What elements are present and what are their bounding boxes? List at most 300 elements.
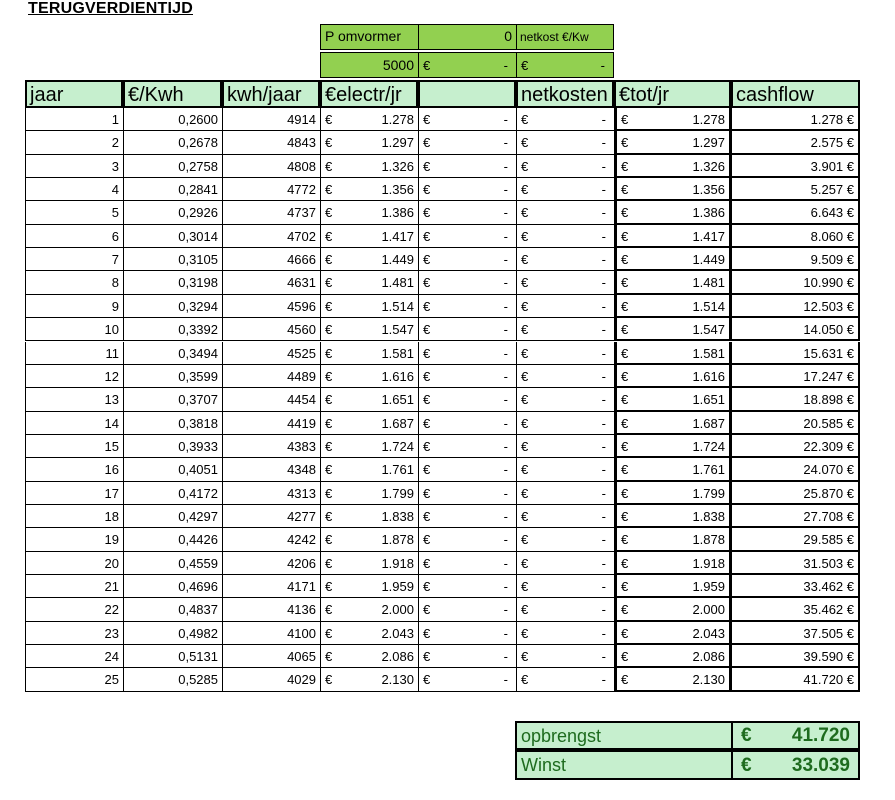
cell-netkosten[interactable] [516, 225, 614, 248]
cell-tot-jr[interactable] [614, 225, 731, 248]
cell-price-kwh-value: 0,4837 [178, 602, 218, 618]
cell-jaar[interactable] [25, 131, 123, 154]
cell-electr-jr[interactable] [320, 528, 418, 551]
cell-cashflow[interactable] [731, 622, 860, 645]
cell-tot-jr[interactable] [614, 248, 731, 271]
cell-electr-jr-value: 1.799 [381, 485, 414, 501]
cell-cashflow[interactable] [731, 248, 860, 271]
cell-cashflow[interactable] [731, 318, 860, 341]
currency-symbol: € [521, 112, 529, 127]
omvormer-cost-cell[interactable]: 5000 [320, 52, 419, 78]
currency-symbol: € [423, 485, 431, 501]
cell-price-kwh[interactable] [123, 505, 222, 528]
cell-tot-jr-value: 2.130 [692, 672, 725, 688]
cell-tot-jr-value: 1.581 [692, 345, 725, 361]
cell-kwh-jaar[interactable] [222, 528, 320, 551]
dash-value: - [503, 182, 508, 198]
cell-tot-jr-value: 1.651 [692, 392, 725, 408]
currency-symbol: € [521, 298, 529, 314]
cell-tot-jr[interactable] [614, 365, 731, 388]
cell-price-kwh[interactable] [123, 412, 222, 435]
cell-kwh-jaar[interactable] [222, 645, 320, 668]
cell-kwh-jaar[interactable] [222, 155, 320, 178]
cell-electr-jr[interactable] [320, 552, 418, 575]
cell-jaar[interactable] [25, 295, 123, 318]
cell-empty[interactable] [418, 528, 516, 551]
cell-electr-jr[interactable] [320, 598, 418, 621]
dash-value: - [503, 602, 508, 618]
cell-price-kwh[interactable] [123, 108, 222, 131]
cell-tot-jr[interactable] [614, 295, 731, 318]
cell-kwh-jaar[interactable] [222, 622, 320, 645]
cell-netkosten[interactable] [516, 435, 614, 458]
cell-jaar[interactable] [25, 645, 123, 668]
dash-value: - [601, 625, 606, 641]
cell-electr-jr[interactable] [320, 295, 418, 318]
cell-kwh-jaar[interactable] [222, 388, 320, 411]
currency-symbol: € [521, 462, 529, 478]
cell-empty[interactable] [418, 482, 516, 505]
cell-tot-jr[interactable] [614, 552, 731, 575]
cell-kwh-jaar[interactable] [222, 482, 320, 505]
cell-cashflow[interactable] [731, 598, 860, 621]
cell-cashflow-value: 29.585 € [803, 532, 854, 548]
cell-cashflow-value: 25.870 € [803, 485, 854, 501]
cell-price-kwh[interactable] [123, 365, 222, 388]
cell-jaar[interactable] [25, 668, 123, 691]
cell-empty[interactable] [418, 645, 516, 668]
cell-cashflow[interactable] [731, 295, 860, 318]
cell-electr-jr-value: 1.481 [381, 275, 414, 291]
cell-price-kwh-value: 0,3818 [178, 415, 218, 431]
cell-netkosten[interactable] [516, 108, 614, 131]
cell-empty[interactable] [418, 155, 516, 178]
cell-netkosten[interactable] [516, 131, 614, 154]
cell-jaar-value: 22 [104, 602, 119, 618]
cell-netkosten[interactable] [516, 645, 614, 668]
cell-empty[interactable] [418, 435, 516, 458]
cell-cashflow[interactable] [731, 155, 860, 178]
cell-tot-jr[interactable] [614, 342, 731, 365]
cell-netkosten[interactable] [516, 318, 614, 341]
cell-electr-jr[interactable] [320, 225, 418, 248]
cell-cashflow[interactable] [731, 645, 860, 668]
cell-kwh-jaar[interactable] [222, 342, 320, 365]
cell-empty[interactable] [418, 575, 516, 598]
cell-kwh-jaar[interactable] [222, 505, 320, 528]
cell-tot-jr[interactable] [614, 482, 731, 505]
cell-electr-jr[interactable] [320, 412, 418, 435]
cell-electr-jr[interactable] [320, 271, 418, 294]
cell-tot-jr[interactable] [614, 271, 731, 294]
header-cashflow: cashflow [731, 80, 860, 108]
cell-price-kwh[interactable] [123, 668, 222, 691]
cell-cashflow-value: 6.643 € [810, 205, 854, 221]
cell-tot-jr[interactable] [614, 388, 731, 411]
cell-netkosten[interactable] [516, 248, 614, 271]
cell-jaar-value: 23 [104, 625, 119, 641]
cell-cashflow[interactable] [731, 458, 860, 481]
dash-value: - [503, 368, 508, 384]
cell-netkosten[interactable] [516, 365, 614, 388]
dash-value: - [503, 345, 508, 361]
cell-price-kwh-value: 0,3494 [178, 345, 218, 361]
cell-jaar[interactable] [25, 342, 123, 365]
dash-value: - [503, 508, 508, 524]
cell-cashflow-value: 14.050 € [803, 322, 854, 338]
cell-price-kwh-value: 0,3707 [178, 392, 218, 408]
currency-symbol: € [423, 252, 431, 268]
cell-cashflow[interactable] [731, 225, 860, 248]
cell-price-kwh[interactable] [123, 295, 222, 318]
cell-tot-jr[interactable] [614, 458, 731, 481]
cell-jaar[interactable] [25, 552, 123, 575]
cell-price-kwh[interactable] [123, 271, 222, 294]
cell-price-kwh-value: 0,3198 [178, 275, 218, 291]
cell-price-kwh[interactable] [123, 435, 222, 458]
currency-symbol: € [325, 205, 333, 221]
cell-empty[interactable] [418, 505, 516, 528]
cell-price-kwh[interactable] [123, 598, 222, 621]
dash-value: - [503, 205, 508, 221]
dash-value: - [503, 462, 508, 478]
cell-cashflow[interactable] [731, 435, 860, 458]
cell-tot-jr[interactable] [614, 178, 731, 201]
cell-netkosten[interactable] [516, 271, 614, 294]
cell-cashflow-value: 39.590 € [803, 649, 854, 665]
cell-empty[interactable] [418, 598, 516, 621]
dash-value: - [601, 345, 606, 361]
p-omvormer-value-cell[interactable]: 0 [418, 24, 517, 50]
cell-jaar[interactable] [25, 575, 123, 598]
cell-jaar[interactable] [25, 248, 123, 271]
cell-jaar[interactable] [25, 598, 123, 621]
cell-electr-jr[interactable] [320, 201, 418, 224]
cell-tot-jr[interactable] [614, 668, 731, 691]
currency-symbol: € [521, 508, 529, 524]
cell-netkosten[interactable] [516, 552, 614, 575]
cell-cashflow[interactable] [731, 412, 860, 435]
dash-value: - [503, 112, 508, 127]
cell-price-kwh[interactable] [123, 131, 222, 154]
cell-jaar-value: 3 [111, 158, 119, 174]
cell-empty[interactable] [418, 668, 516, 691]
cell-jaar[interactable] [25, 505, 123, 528]
cell-jaar[interactable] [25, 528, 123, 551]
cell-price-kwh-value: 0,2758 [178, 158, 218, 174]
cell-cashflow[interactable] [731, 388, 860, 411]
cell-price-kwh[interactable] [123, 645, 222, 668]
cell-kwh-jaar[interactable] [222, 412, 320, 435]
cell-electr-jr[interactable] [320, 575, 418, 598]
cell-jaar[interactable] [25, 388, 123, 411]
cell-electr-jr[interactable] [320, 505, 418, 528]
dash-value: - [503, 322, 508, 338]
dash-value: - [503, 532, 508, 548]
cell-netkosten[interactable] [516, 528, 614, 551]
cell-kwh-jaar[interactable] [222, 458, 320, 481]
cell-kwh-jaar[interactable] [222, 108, 320, 131]
dash-value: - [601, 532, 606, 548]
cell-cashflow[interactable] [731, 528, 860, 551]
cell-kwh-jaar[interactable] [222, 248, 320, 271]
cell-netkosten[interactable] [516, 342, 614, 365]
cell-electr-jr[interactable] [320, 668, 418, 691]
cell-cashflow[interactable] [731, 365, 860, 388]
cell-tot-jr[interactable] [614, 412, 731, 435]
cell-empty[interactable] [418, 388, 516, 411]
currency-symbol: € [325, 345, 333, 361]
cell-electr-jr[interactable] [320, 388, 418, 411]
cell-kwh-jaar[interactable] [222, 598, 320, 621]
cell-tot-jr-value: 2.043 [692, 625, 725, 641]
cell-netkosten[interactable] [516, 458, 614, 481]
cell-kwh-jaar[interactable] [222, 365, 320, 388]
currency-symbol: € [621, 672, 629, 688]
cell-netkosten[interactable] [516, 388, 614, 411]
cell-kwh-jaar[interactable] [222, 295, 320, 318]
cell-electr-jr[interactable] [320, 342, 418, 365]
cell-electr-jr[interactable] [320, 248, 418, 271]
cell-tot-jr[interactable] [614, 435, 731, 458]
cell-electr-jr[interactable] [320, 365, 418, 388]
currency-symbol: € [325, 275, 333, 291]
cell-electr-jr[interactable] [320, 435, 418, 458]
cell-kwh-jaar[interactable] [222, 201, 320, 224]
cell-electr-jr[interactable] [320, 622, 418, 645]
cell-jaar[interactable] [25, 458, 123, 481]
cell-tot-jr-value: 1.326 [692, 158, 725, 174]
cell-jaar[interactable] [25, 365, 123, 388]
currency-symbol: € [521, 555, 529, 571]
cell-netkosten[interactable] [516, 598, 614, 621]
currency-symbol: € [521, 368, 529, 384]
currency-symbol: € [325, 228, 333, 244]
cell-jaar[interactable] [25, 108, 123, 131]
cell-price-kwh[interactable] [123, 342, 222, 365]
cell-empty[interactable] [418, 342, 516, 365]
cell-cashflow-value: 24.070 € [803, 462, 854, 478]
cell-tot-jr-value: 1.687 [692, 415, 725, 431]
cell-cashflow[interactable] [731, 271, 860, 294]
cell-electr-jr-value: 1.417 [381, 228, 414, 244]
cell-netkosten[interactable] [516, 668, 614, 691]
cell-cashflow-value: 22.309 € [803, 438, 854, 454]
cell-kwh-jaar[interactable] [222, 178, 320, 201]
currency-symbol: € [423, 298, 431, 314]
cell-empty[interactable] [418, 622, 516, 645]
cell-netkosten[interactable] [516, 201, 614, 224]
cell-jaar[interactable] [25, 318, 123, 341]
cell-tot-jr[interactable] [614, 598, 731, 621]
cell-price-kwh[interactable] [123, 388, 222, 411]
cell-jaar-value: 17 [104, 485, 119, 501]
cell-electr-jr-value: 1.278 [381, 112, 414, 127]
cell-cashflow[interactable] [731, 131, 860, 154]
cell-kwh-jaar[interactable] [222, 575, 320, 598]
cell-tot-jr[interactable] [614, 645, 731, 668]
cell-tot-jr-value: 1.297 [692, 135, 725, 151]
cell-price-kwh-value: 0,3105 [178, 252, 218, 268]
row2-eur-cell-1[interactable] [418, 52, 517, 78]
cell-price-kwh[interactable] [123, 201, 222, 224]
cell-empty[interactable] [418, 225, 516, 248]
cell-jaar[interactable] [25, 155, 123, 178]
cell-tot-jr-value: 1.918 [692, 555, 725, 571]
cell-jaar[interactable] [25, 271, 123, 294]
cell-empty[interactable] [418, 318, 516, 341]
cell-kwh-jaar[interactable] [222, 552, 320, 575]
cell-empty[interactable] [418, 295, 516, 318]
cell-kwh-jaar[interactable] [222, 318, 320, 341]
cell-price-kwh[interactable] [123, 622, 222, 645]
cell-cashflow[interactable] [731, 108, 860, 131]
cell-netkosten[interactable] [516, 295, 614, 318]
cell-jaar[interactable] [25, 622, 123, 645]
cell-kwh-jaar-value: 4631 [287, 275, 316, 291]
cell-netkosten[interactable] [516, 505, 614, 528]
cell-jaar-value: 18 [104, 508, 119, 524]
cell-kwh-jaar[interactable] [222, 668, 320, 691]
cell-tot-jr-value: 1.278 [692, 112, 725, 127]
dash-value: - [503, 649, 508, 665]
cell-cashflow[interactable] [731, 505, 860, 528]
cell-empty[interactable] [418, 271, 516, 294]
currency-symbol: € [621, 625, 629, 641]
cell-price-kwh[interactable] [123, 225, 222, 248]
cell-empty[interactable] [418, 458, 516, 481]
currency-symbol: € [325, 485, 333, 501]
cell-cashflow[interactable] [731, 201, 860, 224]
cell-electr-jr[interactable] [320, 108, 418, 131]
cell-empty[interactable] [418, 131, 516, 154]
cell-electr-jr[interactable] [320, 155, 418, 178]
cell-netkosten[interactable] [516, 575, 614, 598]
row2-eur-cell-2[interactable] [516, 52, 614, 78]
cell-price-kwh[interactable] [123, 178, 222, 201]
currency-symbol: € [521, 532, 529, 548]
cell-tot-jr-value: 1.838 [692, 508, 725, 524]
cell-kwh-jaar[interactable] [222, 271, 320, 294]
cell-electr-jr[interactable] [320, 645, 418, 668]
cell-price-kwh-value: 0,4982 [178, 625, 218, 641]
cell-electr-jr[interactable] [320, 458, 418, 481]
cell-electr-jr-value: 1.878 [381, 532, 414, 548]
cell-price-kwh[interactable] [123, 552, 222, 575]
cell-kwh-jaar[interactable] [222, 225, 320, 248]
cell-jaar[interactable] [25, 225, 123, 248]
cell-tot-jr[interactable] [614, 622, 731, 645]
cell-electr-jr[interactable] [320, 318, 418, 341]
cell-jaar[interactable] [25, 178, 123, 201]
currency-symbol: € [423, 275, 431, 291]
cell-empty[interactable] [418, 412, 516, 435]
cell-kwh-jaar-value: 4313 [287, 485, 316, 501]
cell-empty[interactable] [418, 201, 516, 224]
cell-netkosten[interactable] [516, 482, 614, 505]
cell-empty[interactable] [418, 365, 516, 388]
cell-tot-jr[interactable] [614, 108, 731, 131]
cell-tot-jr[interactable] [614, 575, 731, 598]
cell-cashflow[interactable] [731, 482, 860, 505]
cell-netkosten[interactable] [516, 412, 614, 435]
currency-symbol: € [621, 182, 629, 198]
cell-kwh-jaar-value: 4348 [287, 462, 316, 478]
cell-tot-jr[interactable] [614, 155, 731, 178]
cell-cashflow[interactable] [731, 552, 860, 575]
cell-tot-jr[interactable] [614, 131, 731, 154]
currency-symbol: € [325, 368, 333, 384]
cell-price-kwh-value: 0,2926 [178, 205, 218, 221]
cell-cashflow[interactable] [731, 342, 860, 365]
cell-electr-jr[interactable] [320, 482, 418, 505]
cell-cashflow-value: 8.060 € [810, 228, 854, 244]
cell-jaar[interactable] [25, 435, 123, 458]
header-electr-jr: €electr/jr [320, 80, 418, 108]
header-tot-jr: €tot/jr [614, 80, 731, 108]
cell-tot-jr[interactable] [614, 201, 731, 224]
dash-value: - [601, 205, 606, 221]
cell-electr-jr[interactable] [320, 178, 418, 201]
cell-tot-jr[interactable] [614, 318, 731, 341]
cell-netkosten[interactable] [516, 178, 614, 201]
cell-cashflow-value: 31.503 € [803, 555, 854, 571]
currency-symbol: € [521, 625, 529, 641]
cell-jaar[interactable] [25, 412, 123, 435]
cell-tot-jr[interactable] [614, 528, 731, 551]
dash-value: - [600, 58, 605, 73]
opbrengst-value: 41.720 [791, 725, 850, 746]
cell-netkosten[interactable] [516, 622, 614, 645]
dash-value: - [601, 672, 606, 688]
cell-price-kwh[interactable] [123, 155, 222, 178]
cell-kwh-jaar[interactable] [222, 131, 320, 154]
cell-price-kwh-value: 0,3392 [178, 322, 218, 338]
cell-empty[interactable] [418, 552, 516, 575]
cell-empty[interactable] [418, 108, 516, 131]
cell-cashflow[interactable] [731, 178, 860, 201]
cell-cashflow[interactable] [731, 668, 860, 691]
cell-kwh-jaar[interactable] [222, 435, 320, 458]
currency-symbol: € [325, 532, 333, 548]
cell-tot-jr[interactable] [614, 505, 731, 528]
dash-value: - [601, 392, 606, 408]
cell-kwh-jaar-value: 4454 [287, 392, 316, 408]
cell-jaar[interactable] [25, 201, 123, 224]
cell-price-kwh[interactable] [123, 528, 222, 551]
header-netkosten: netkosten [516, 80, 614, 108]
cell-electr-jr[interactable] [320, 131, 418, 154]
cell-electr-jr-value: 1.547 [381, 322, 414, 338]
cell-jaar[interactable] [25, 482, 123, 505]
cell-empty[interactable] [418, 178, 516, 201]
cell-empty[interactable] [418, 248, 516, 271]
currency-symbol: € [521, 579, 529, 594]
cell-cashflow[interactable] [731, 575, 860, 598]
cell-price-kwh[interactable] [123, 575, 222, 598]
cell-price-kwh[interactable] [123, 482, 222, 505]
cell-netkosten[interactable] [516, 155, 614, 178]
cell-electr-jr-value: 1.838 [381, 508, 414, 524]
cell-price-kwh[interactable] [123, 458, 222, 481]
cell-price-kwh[interactable] [123, 248, 222, 271]
cell-kwh-jaar-value: 4277 [287, 508, 316, 524]
dash-value: - [601, 649, 606, 665]
header-empty [418, 80, 516, 108]
cell-electr-jr-value: 1.514 [381, 298, 414, 314]
currency-symbol: € [521, 58, 529, 73]
cell-price-kwh[interactable] [123, 318, 222, 341]
